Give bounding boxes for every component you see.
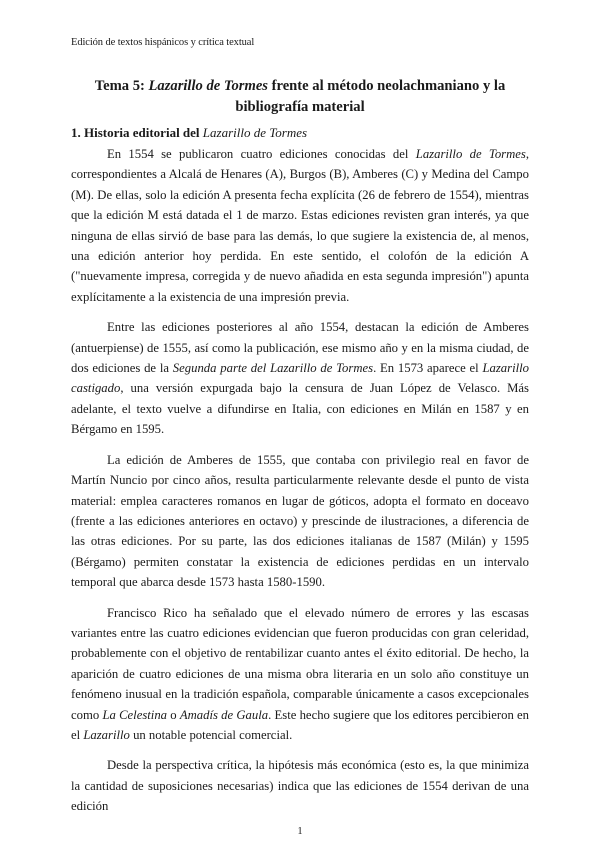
text-span: un notable potencial comercial.	[129, 727, 293, 742]
document-title	[71, 76, 529, 118]
title-prefix: Tema 5:	[94, 78, 149, 94]
italic-title-span: Lazarillo	[83, 727, 130, 742]
text-span: Entre las ediciones posteriores al año 1554, destacan la edición de Amberes (antuerpiense) de 1555, así como la publicación, ese mismo año y en la misma ciudad, de dos ediciones de la	[71, 320, 529, 376]
text-span: , correspondientes a Alcalá de Henares (A), Burgos (B), Amberes (C) y Medina del Campo (M). De ellas, solo la edición A presenta fecha explícita (26 de febrero de 1554), mientras que la edición M está datada el 1 de marzo. Estas ediciones revisten gran interés, ya que ninguna de ellas sirvió de base para las demás, lo que sugiere la existencia de, al menos, una edición anterior hoy perdida. En este sentido, el colofón de la edición A ("nuevamente impresa, corregida y de nuevo añadida en esta segunda impresión") apunta explícitamente a la existencia de una impresión previa.	[71, 147, 530, 304]
paragraph-3	[71, 450, 529, 593]
paragraph-4	[71, 603, 529, 746]
paragraph-2	[71, 317, 529, 439]
paragraph-5	[71, 755, 529, 816]
italic-title-span: Amadís de Gaula	[179, 707, 269, 722]
page-number: 1	[297, 826, 303, 837]
italic-title-span: Lazarillo de Tormes	[415, 147, 526, 161]
text-span: , una versión expurgada bajo la censura de Juan López de Velasco. Más adelante, el texto vuelve a difundirse en Italia, con ediciones en Milán en 1587 y en Bérgamo en 1595.	[71, 381, 529, 437]
text-span: En 1554 se publicaron cuatro ediciones conocidas del	[107, 147, 416, 161]
section-heading-prefix: 1. Historia editorial del	[71, 125, 203, 140]
text-span: Francisco Rico ha señalado que el elevado número de errores y las escasas variantes entre las cuatro ediciones evidencian que fueron producidas con gran celeridad, probablemente con el objetivo de rentabilizar cuanto antes el éxito editorial. De hecho, la aparición de cuatro ediciones de una misma obra literaria en un solo año constituye un fenómeno inusual en la tradición española, comparable únicamente a casos excepcionales como	[71, 605, 529, 722]
text-span: o	[167, 707, 180, 722]
title-suffix: frente al método neolachmaniano y la bibliografía material	[235, 78, 506, 115]
text-span: . En 1573 aparece el	[373, 361, 483, 376]
title-italic-work: Lazarillo de Tormes	[148, 78, 268, 94]
text-span: La edición de Amberes de 1555, que contaba con privilegio real en favor de Martín Nuncio por cinco años, resulta particularmente relevante desde el punto de vista material: emplea caracteres romanos en lugar de góticos, adopta el formato en doceavo (frente a las ediciones anteriores en octavo) y prescinde de ilustraciones, a diferencia de las otras ediciones. Por su parte, las dos ediciones italianas de 1587 (Milán) y 1595 (Bérgamo) permiten constatar la existencia de ediciones perdidas en un intervalo temporal que abarca desde 1573 hasta 1580-1590.	[71, 452, 529, 590]
italic-title-span: Lazarillo castigado	[71, 361, 530, 396]
italic-title-span: La Celestina	[102, 707, 168, 722]
running-header: Edición de textos hispánicos y crítica textual	[71, 37, 255, 48]
text-span: . Este hecho sugiere que los editores percibieron en el	[71, 707, 530, 742]
paragraph-1	[71, 144, 529, 307]
section-heading	[71, 124, 307, 142]
section-heading-italic-work: Lazarillo de Tormes	[202, 125, 308, 140]
text-span: Desde la perspectiva crítica, la hipótesis más económica (esto es, la que minimiza la cantidad de suposiciones necesarias) indica que las ediciones de 1554 derivan de una edición	[71, 758, 529, 814]
body-text	[71, 144, 529, 827]
italic-title-span: Segunda parte del Lazarillo de Tormes	[172, 361, 374, 376]
